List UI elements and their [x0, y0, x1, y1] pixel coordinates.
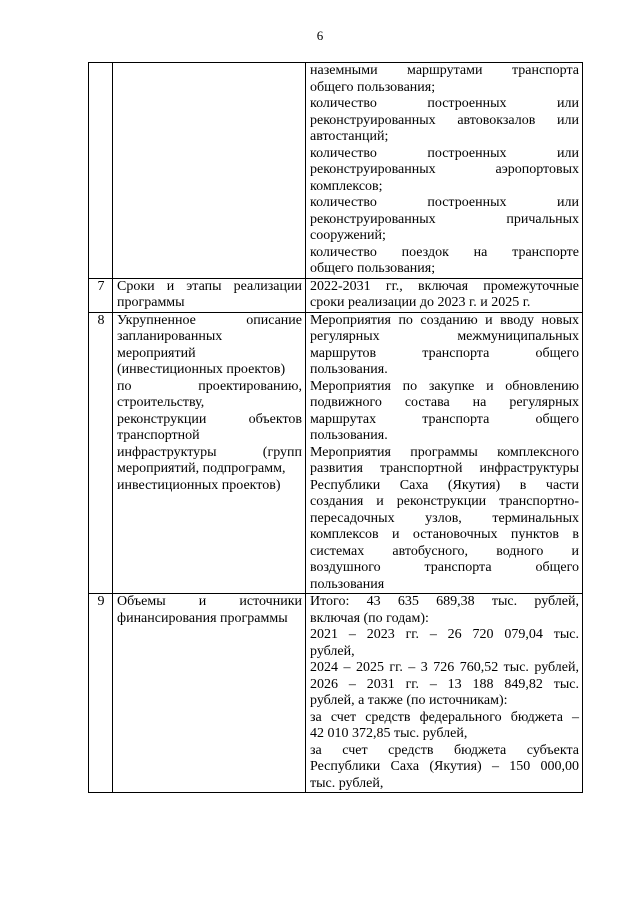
- row-content-line: включая (по годам):: [310, 610, 429, 626]
- row-content-line: пользования: [310, 576, 385, 592]
- row-label-line: транспортной: [117, 428, 200, 443]
- row-content-line: 2026 – 2031 гг. – 13 188 849,82 тыс.: [310, 676, 579, 692]
- row-content-line: маршрутах транспорта общего: [310, 411, 579, 427]
- row-content: [306, 594, 583, 793]
- row-number: [89, 63, 113, 279]
- row-content-line: 2021 – 2023 гг. – 26 720 079,04 тыс.: [310, 627, 579, 642]
- row-content-line: сооружений;: [310, 228, 386, 243]
- row-label-line: строительству,: [117, 395, 205, 410]
- row-content-line: количество поездок на транспорте: [310, 244, 579, 260]
- row-content-line: Мероприятия по закупке и обновлению: [310, 378, 579, 394]
- row-content-line: Мероприятия программы комплексного: [310, 444, 579, 460]
- table-row: [89, 594, 583, 793]
- row-content-line: рублей,: [310, 643, 355, 659]
- row-label: [113, 312, 306, 594]
- row-content-line: количество построенных или: [310, 145, 579, 161]
- row-content-line: Республики Саха (Якутия) в части: [310, 477, 579, 493]
- row-label: [113, 63, 306, 279]
- row-content-line: рублей, а также (по источникам):: [310, 693, 508, 708]
- row-number: 7: [89, 278, 113, 312]
- row-content: [306, 278, 583, 312]
- row-label-line: запланированных: [117, 329, 223, 344]
- row-content: [306, 312, 583, 594]
- row-label-line: программы: [117, 295, 185, 310]
- table-body: [89, 63, 583, 793]
- row-label-line: (инвестиционных проектов): [117, 362, 286, 377]
- row-content-line: маршрутов транспорта общего: [310, 345, 579, 361]
- row-content-line: наземными маршрутами транспорта: [310, 63, 579, 78]
- row-content-line: за счет средств федерального бюджета –: [310, 709, 579, 725]
- table-row: [89, 312, 583, 594]
- row-content-line: подвижного состава на регулярных: [310, 395, 579, 410]
- page-number: 6: [316, 28, 324, 43]
- row-label-line: инфраструктуры (групп: [117, 444, 302, 460]
- row-label-line: мероприятий: [117, 345, 196, 361]
- row-content: [306, 63, 583, 279]
- row-content-line: 42 010 372,85 тыс. рублей,: [310, 726, 468, 741]
- row-label-line: Сроки и этапы реализации: [117, 278, 302, 294]
- row-content-line: общего пользования;: [310, 261, 436, 276]
- row-content-line: пересадочных узлов, терминальных: [310, 510, 579, 526]
- row-content-line: сроки реализации до 2023 г. и 2025 г.: [310, 295, 531, 310]
- row-content-line: реконструированных причальных: [310, 211, 579, 227]
- row-content-line: регулярных межмуниципальных: [310, 329, 579, 344]
- row-content-line: количество построенных или: [310, 96, 579, 111]
- row-content-line: системах автобусного, водного и: [310, 543, 579, 559]
- row-content-line: Республики Саха (Якутия) – 150 000,00: [310, 759, 579, 774]
- row-content-line: 2024 – 2025 гг. – 3 726 760,52 тыс. рублей,: [310, 660, 579, 675]
- row-content-line: комплексов;: [310, 178, 383, 194]
- row-label-line: по проектированию,: [117, 378, 302, 394]
- row-number: 9: [89, 594, 113, 793]
- row-label: [113, 594, 306, 793]
- row-content-line: создания и реконструкции транспортно-: [310, 494, 579, 509]
- row-content-line: 2022-2031 гг., включая промежуточные: [310, 278, 579, 294]
- row-number: 8: [89, 312, 113, 594]
- row-content-line: тыс. рублей,: [310, 775, 384, 791]
- row-label-line: Объемы и источники: [117, 594, 302, 609]
- program-passport-table: [88, 62, 583, 793]
- row-content-line: общего пользования;: [310, 79, 436, 95]
- row-label: [113, 278, 306, 312]
- row-content-line: Итого: 43 635 689,38 тыс. рублей,: [310, 594, 579, 609]
- row-content-line: пользования.: [310, 428, 388, 443]
- row-content-line: количество построенных или: [310, 195, 579, 210]
- row-content-line: автостанций;: [310, 129, 389, 144]
- table-row: [89, 63, 583, 279]
- row-content-line: развития транспортной инфраструктуры: [310, 461, 579, 476]
- table-row: [89, 278, 583, 312]
- row-content-line: Мероприятия по созданию и вводу новых: [310, 312, 579, 328]
- row-label-line: финансирования программы: [117, 610, 288, 626]
- row-label-line: реконструкции объектов: [117, 411, 302, 427]
- row-label-line: Укрупненное описание: [117, 312, 302, 328]
- row-label-line: мероприятий, подпрограмм,: [117, 461, 286, 476]
- row-label-line: инвестиционных проектов): [117, 477, 281, 493]
- row-content-line: реконструированных автовокзалов или: [310, 112, 579, 128]
- row-content-line: воздушного транспорта общего: [310, 560, 579, 575]
- row-content-line: за счет средств бюджета субъекта: [310, 742, 579, 758]
- row-content-line: пользования.: [310, 362, 388, 377]
- row-content-line: комплексов и остановочных пунктов в: [310, 527, 579, 542]
- row-content-line: реконструированных аэропортовых: [310, 162, 579, 177]
